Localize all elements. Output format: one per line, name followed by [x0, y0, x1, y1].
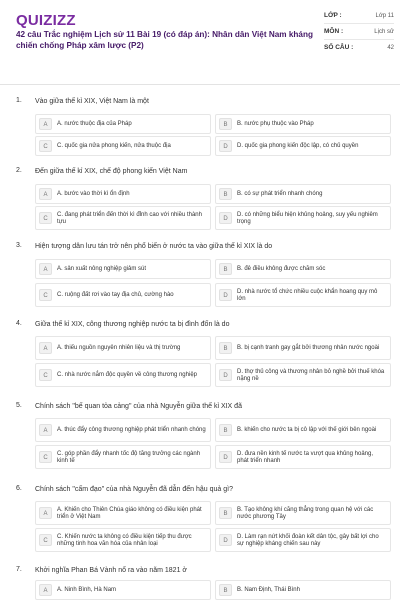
- option-letter: C: [39, 451, 52, 463]
- question-number: 5.: [16, 402, 22, 409]
- meta-label: SỐ CÂU :: [324, 44, 354, 51]
- option-c[interactable]: [35, 445, 211, 469]
- option-letter: D: [219, 534, 232, 546]
- option-text: A. thúc đẩy công thương nghiệp phát triển nhanh chóng: [57, 427, 206, 434]
- meta-value: Lịch sử: [374, 29, 394, 35]
- option-d[interactable]: [215, 283, 391, 307]
- option-text: D. có những biểu hiện khủng hoảng, suy yếu nghiêm trọng: [237, 211, 378, 225]
- option-text: A. bước vào thời kì ổn định: [57, 191, 130, 198]
- quiz-title: 42 câu Trắc nghiệm Lịch sử 11 Bài 19 (có đáp án): Nhân dân Việt Nam kháng chiến chống Pháp xâm lược (P2): [16, 30, 313, 50]
- option-letter: D: [219, 140, 232, 152]
- quizizz-logo[interactable]: QUIZIZZ: [16, 12, 76, 29]
- question-text: Chính sách "bế quan tỏa cảng" của nhà Nguyễn giữa thế kỉ XIX đã: [35, 403, 242, 410]
- option-text: B. đê điều không được chăm sóc: [237, 266, 326, 273]
- option-text: D. quốc gia phong kiến độc lập, có chủ quyền: [237, 143, 359, 150]
- option-letter: B: [219, 188, 232, 200]
- option-text: D. Làm rạn nứt khối đoàn kết dân tộc, gây bất lợi cho sự nghiệp kháng chiến sau này: [237, 533, 379, 547]
- option-letter: A: [39, 342, 52, 354]
- option-c[interactable]: [35, 206, 211, 230]
- question-number: 7.: [16, 566, 22, 573]
- option-letter: D: [219, 369, 232, 381]
- option-text: C. góp phần đẩy nhanh tốc độ tăng trưởng các ngành kinh tế: [57, 450, 201, 464]
- option-text: D. thợ thủ công và thương nhân bỏ nghề bởi thuế khóa nặng nề: [237, 368, 385, 382]
- option-a[interactable]: [35, 336, 211, 360]
- option-letter: C: [39, 534, 52, 546]
- option-b[interactable]: [215, 259, 391, 279]
- option-d[interactable]: [215, 445, 391, 469]
- option-d[interactable]: [215, 363, 391, 387]
- option-text: C. nhà nước nắm độc quyền về công thương nghiệp: [57, 372, 197, 379]
- question-text: Vào giữa thế kỉ XIX, Việt Nam là một: [35, 98, 149, 105]
- meta-label: LỚP :: [324, 12, 342, 19]
- option-letter: B: [219, 118, 232, 130]
- option-letter: C: [39, 369, 52, 381]
- option-letter: A: [39, 188, 52, 200]
- option-c[interactable]: [35, 363, 211, 387]
- option-letter: D: [219, 451, 232, 463]
- option-text: C. ruộng đất rơi vào tay địa chủ, cường hào: [57, 292, 174, 299]
- option-text: A. sản xuất nông nghiệp giảm sút: [57, 266, 147, 273]
- quiz-meta: [324, 12, 394, 55]
- option-b[interactable]: [215, 114, 391, 134]
- option-text: C. quốc gia nửa phong kiến, nửa thuộc địa: [57, 143, 171, 150]
- option-b[interactable]: [215, 501, 391, 525]
- option-text: A. Ninh Bình, Hà Nam: [57, 587, 117, 594]
- option-letter: D: [219, 212, 232, 224]
- option-letter: A: [39, 118, 52, 130]
- option-c[interactable]: [35, 136, 211, 156]
- option-a[interactable]: [35, 418, 211, 442]
- question-text: Đến giữa thế kỉ XIX, chế độ phong kiến Việt Nam: [35, 168, 188, 175]
- option-letter: A: [39, 424, 52, 436]
- option-text: A. Khiến cho Thiên Chúa giáo không có điều kiện phát triển ở Việt Nam: [57, 506, 202, 520]
- document-header: [0, 0, 400, 85]
- option-b[interactable]: [215, 336, 391, 360]
- option-letter: B: [219, 424, 232, 436]
- option-letter: D: [219, 289, 232, 301]
- option-letter: B: [219, 507, 232, 519]
- option-d[interactable]: [215, 206, 391, 230]
- option-text: D. nhà nước tổ chức nhiều cuộc khẩn hoang quy mô lớn: [237, 288, 378, 302]
- question-text: Khởi nghĩa Phan Bá Vành nổ ra vào năm 1821 ở: [35, 567, 188, 574]
- option-d[interactable]: [215, 136, 391, 156]
- option-letter: A: [39, 507, 52, 519]
- option-a[interactable]: [35, 580, 211, 600]
- option-b[interactable]: [215, 418, 391, 442]
- question-number: 4.: [16, 320, 22, 327]
- option-letter: C: [39, 140, 52, 152]
- option-text: B. khiến cho nước ta bị cô lập với thế giới bên ngoài: [237, 427, 377, 434]
- option-letter: A: [39, 584, 52, 596]
- option-text: B. Tạo không khí căng thẳng trong quan hệ với các nước phương Tây: [237, 506, 374, 520]
- option-letter: C: [39, 289, 52, 301]
- meta-value: 42: [387, 45, 394, 51]
- option-c[interactable]: [35, 528, 211, 552]
- question-text: Giữa thế kỉ XIX, công thương nghiệp nước ta bị đình đốn là do: [35, 321, 230, 328]
- option-text: C. đang phát triển đến thời kì đỉnh cao với nhiều thành tựu: [57, 211, 202, 225]
- question-number: 1.: [16, 97, 22, 104]
- meta-row-count: [324, 39, 394, 55]
- option-letter: C: [39, 212, 52, 224]
- option-a[interactable]: [35, 184, 211, 204]
- option-d[interactable]: [215, 528, 391, 552]
- meta-label: MÔN :: [324, 28, 344, 35]
- option-text: B. Nam Định, Thái Bình: [237, 587, 300, 594]
- option-text: B. có sự phát triển nhanh chóng: [237, 191, 323, 198]
- question-number: 3.: [16, 242, 22, 249]
- question-text: Chính sách "cấm đạo" của nhà Nguyễn đã dẫn đến hậu quả gì?: [35, 486, 234, 493]
- question-number: 6.: [16, 485, 22, 492]
- meta-row-class: [324, 12, 394, 23]
- question-number: 2.: [16, 167, 22, 174]
- option-a[interactable]: [35, 259, 211, 279]
- option-b[interactable]: [215, 580, 391, 600]
- option-text: A. nước thuộc địa của Pháp: [57, 121, 132, 128]
- option-text: D. đưa nền kinh tế nước ta vượt qua khủng hoảng, phát triển nhanh: [237, 450, 374, 464]
- option-letter: A: [39, 263, 52, 275]
- question-text: Hiện tượng dân lưu tán trở nên phổ biến ở nước ta vào giữa thế kỉ XIX là do: [35, 243, 273, 250]
- option-text: C. Khiến nước ta không có điều kiện tiếp thu được những tinh hoa văn hóa của nhân loại: [57, 533, 192, 547]
- option-text: A. thiếu nguồn nguyên nhiên liệu và thị trường: [57, 345, 181, 352]
- meta-row-subject: [324, 23, 394, 39]
- option-text: B. nước phụ thuộc vào Pháp: [237, 121, 314, 128]
- meta-value: Lớp 11: [375, 13, 394, 19]
- option-text: B. bị cạnh tranh gay gắt bởi thương nhân nước ngoài: [237, 345, 380, 352]
- option-letter: B: [219, 584, 232, 596]
- option-b[interactable]: [215, 184, 391, 204]
- option-letter: B: [219, 263, 232, 275]
- option-a[interactable]: [35, 501, 211, 525]
- option-c[interactable]: [35, 283, 211, 307]
- option-letter: B: [219, 342, 232, 354]
- option-a[interactable]: [35, 114, 211, 134]
